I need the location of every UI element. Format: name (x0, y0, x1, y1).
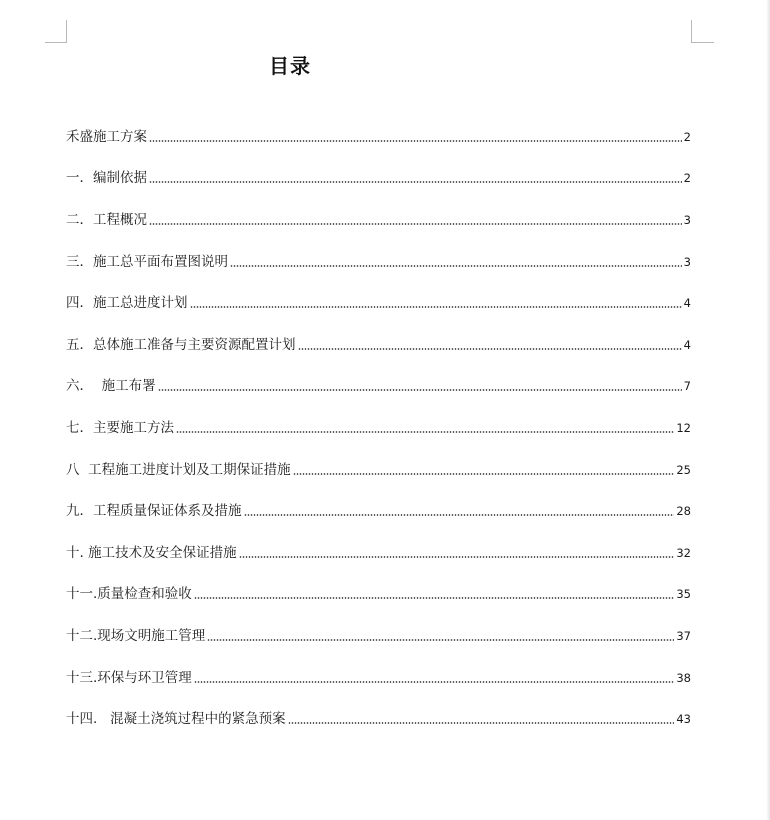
toc-entry[interactable] (66, 449, 691, 491)
toc-entry-page-number: 35 (676, 587, 691, 602)
toc-dot-leader (194, 681, 675, 683)
toc-dot-leader (244, 514, 675, 516)
toc-entry-title: 十二.现场文明施工管理 (66, 627, 206, 644)
toc-dot-leader (293, 473, 675, 475)
toc-entry[interactable] (66, 698, 691, 740)
toc-entry[interactable] (66, 615, 691, 657)
toc-entry-page-number: 2 (683, 129, 691, 144)
toc-dot-leader (239, 556, 675, 558)
toc-entry-title: 五．总体施工准备与主要资源配置计划 (66, 336, 296, 353)
toc-entry-page-number: 25 (676, 462, 691, 477)
toc-entry-page-number: 12 (676, 420, 691, 435)
toc-entry-page-number: 3 (683, 254, 691, 269)
toc-entry-page-number: 3 (683, 212, 691, 227)
toc-entry-title: 十三.环保与环卫管理 (66, 669, 192, 686)
toc-entry[interactable] (66, 532, 691, 574)
toc-entry-title: 十四. 混凝土浇筑过程中的紧急预案 (66, 711, 286, 728)
toc-entry[interactable] (66, 574, 691, 616)
toc-entry[interactable] (66, 324, 691, 366)
toc-entry-title: 八 工程施工进度计划及工期保证措施 (66, 461, 291, 478)
toc-dot-leader (298, 348, 682, 350)
toc-entry-title: 二．工程概况 (66, 211, 147, 228)
toc-entry-title: 三．施工总平面布置图说明 (66, 253, 228, 270)
toc-entry-title: 十一.质量检查和验收 (66, 586, 192, 603)
toc-dot-leader (149, 223, 682, 225)
toc-entry[interactable] (66, 407, 691, 449)
toc-entry-page-number: 4 (683, 337, 691, 352)
toc-dot-leader (158, 389, 682, 391)
toc-entry[interactable] (66, 657, 691, 699)
crop-mark-top-left (45, 20, 67, 43)
toc-entry[interactable] (66, 199, 691, 241)
toc-title: 目录 (269, 54, 311, 78)
toc-entry[interactable] (66, 366, 691, 408)
toc-entry-title: 六． 施工布署 (66, 378, 156, 395)
toc-entry[interactable] (66, 158, 691, 200)
toc-entry-page-number: 2 (683, 171, 691, 186)
toc-entry-title: 九．工程质量保证体系及措施 (66, 503, 242, 520)
toc-dot-leader (230, 265, 682, 267)
toc-entry-page-number: 43 (676, 712, 691, 727)
toc-dot-leader (207, 639, 674, 641)
toc-dot-leader (149, 181, 682, 183)
toc-entry-page-number: 28 (676, 504, 691, 519)
toc-list (66, 116, 691, 740)
toc-entry-page-number: 7 (683, 379, 691, 394)
toc-entry[interactable] (66, 282, 691, 324)
toc-entry-title: 十. 施工技术及安全保证措施 (66, 544, 237, 561)
toc-entry-page-number: 38 (676, 670, 691, 685)
toc-dot-leader (176, 431, 674, 433)
toc-dot-leader (149, 140, 682, 142)
toc-entry[interactable] (66, 490, 691, 532)
toc-entry[interactable] (66, 241, 691, 283)
page-edge-shadow (766, 0, 770, 820)
crop-mark-top-right (691, 20, 714, 43)
toc-entry[interactable] (66, 116, 691, 158)
toc-dot-leader (288, 722, 675, 724)
toc-entry-page-number: 4 (683, 296, 691, 311)
toc-dot-leader (194, 597, 675, 599)
toc-dot-leader (190, 306, 682, 308)
toc-entry-page-number: 37 (676, 628, 691, 643)
toc-entry-title: 一．编制依据 (66, 170, 147, 187)
toc-entry-title: 四．施工总进度计划 (66, 295, 188, 312)
toc-entry-title: 禾盛施工方案 (66, 128, 147, 145)
toc-entry-page-number: 32 (676, 545, 691, 560)
toc-entry-title: 七．主要施工方法 (66, 419, 174, 436)
